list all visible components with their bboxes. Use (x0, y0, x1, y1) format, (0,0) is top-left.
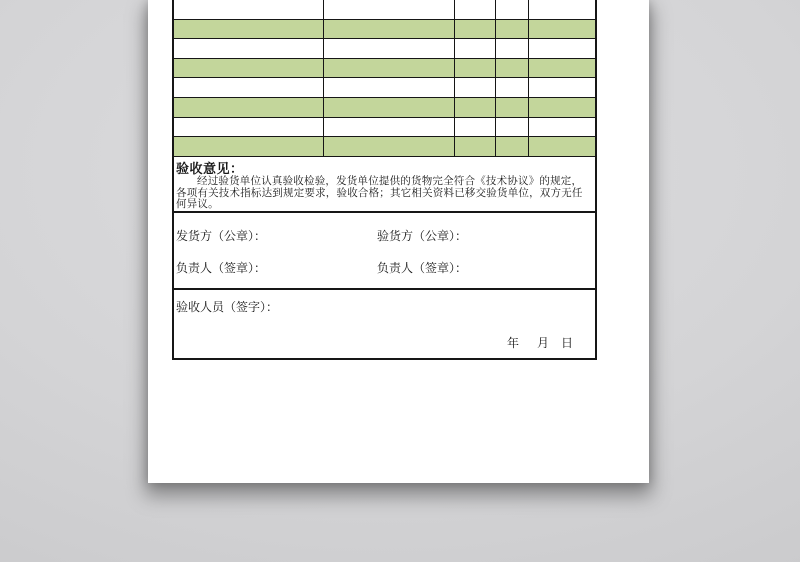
table-cell (455, 0, 496, 20)
table-cell (455, 39, 496, 59)
table-cell (174, 39, 324, 59)
table-cell (324, 118, 455, 138)
table-cell (174, 59, 324, 79)
shipper-seal-label: 发货方（公章）： (176, 229, 267, 243)
table-cell (324, 59, 455, 79)
table-cell (529, 0, 595, 20)
table-cell (496, 98, 529, 118)
date-label: 年 月 日 (506, 336, 573, 350)
table-cell (496, 20, 529, 40)
document-page (148, 0, 649, 483)
table-cell (529, 39, 595, 59)
table-cell (174, 0, 324, 20)
acceptance-sign-section (174, 288, 595, 358)
table-cell (529, 20, 595, 40)
table-cell (496, 78, 529, 98)
opinion-body: 经过验货单位认真验收检验，发货单位提供的货物完全符合《技术协议》的规定，各项有关技术指标达到规定要求，验收合格；其它相关资料已移交验货单位，双方无任何异议。 (176, 176, 583, 211)
table-cell (529, 98, 595, 118)
table-cell (529, 78, 595, 98)
table-cell (174, 137, 324, 157)
table-cell (455, 78, 496, 98)
table-cell (455, 59, 496, 79)
signature-section (174, 211, 595, 288)
table-cell (496, 0, 529, 20)
table-cell (174, 78, 324, 98)
table-cell (455, 20, 496, 40)
table-cell (174, 98, 324, 118)
table-cell (529, 137, 595, 157)
table-cell (496, 39, 529, 59)
acceptance-staff-label: 验收人员（签字）： (176, 300, 279, 314)
table-cell (324, 137, 455, 157)
table-cell (496, 59, 529, 79)
table-cell (455, 137, 496, 157)
table-cell (324, 39, 455, 59)
inspector-head-label: 负责人（签章）： (377, 261, 468, 275)
shipper-head-label: 负责人（签章）： (176, 261, 267, 275)
table-cell (496, 118, 529, 138)
items-table (174, 0, 595, 157)
table-cell (529, 118, 595, 138)
acceptance-form (172, 0, 597, 360)
table-cell (324, 0, 455, 20)
table-cell (496, 137, 529, 157)
table-cell (324, 78, 455, 98)
opinion-heading: 验收意见： (176, 161, 244, 176)
table-cell (529, 59, 595, 79)
table-cell (174, 118, 324, 138)
table-cell (324, 20, 455, 40)
table-cell (324, 98, 455, 118)
table-cell (455, 98, 496, 118)
table-cell (174, 20, 324, 40)
inspector-seal-label: 验货方（公章）： (377, 229, 468, 243)
opinion-section (174, 157, 595, 211)
table-cell (455, 118, 496, 138)
